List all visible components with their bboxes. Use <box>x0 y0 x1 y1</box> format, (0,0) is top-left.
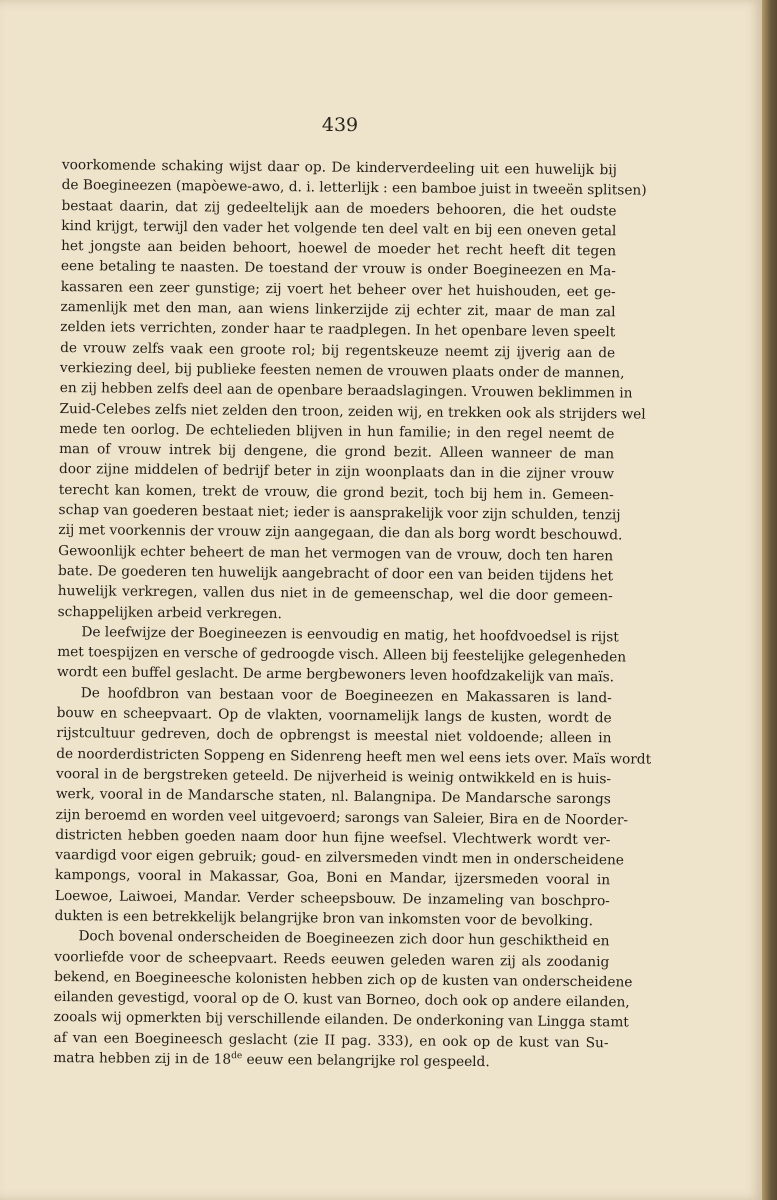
text-line: de noorderdistricten Soppeng en Sidenreng heeft men wel eens iets over. Maïs wordt <box>56 745 652 768</box>
text-line: Zuid-Celebes zelfs niet zelden den troon, zeiden wij, en trekken ook als strijders wel <box>59 400 646 423</box>
text-line: zamenlijk met den man, aan wiens linkerzijde zij echter zit, maar de man zal <box>60 299 616 321</box>
paragraph <box>56 622 627 688</box>
text-line: zelden iets verrichten, zonder haar te raadplegen. In het openbare leven speelt <box>60 319 616 341</box>
text-line: Loewoe, Laiwoei, Mandar. Verder scheepsbouw. De inzameling van boschpro- <box>54 887 610 909</box>
text-line: vaardigd voor eigen gebruik; goud- en zilversmeden vindt men in onderscheidene <box>55 847 625 869</box>
text-line: verkiezing deel, bij publieke feesten nemen de vrouwen plaats onder de mannen, <box>59 359 625 382</box>
text-line: rijstcultuur gedreven, doch de opbrengst is meestal niet voldoende; alleen in <box>56 725 612 747</box>
page-edge <box>762 0 777 1200</box>
text-line: terecht kan komen, trekt de vrouw, die grond bezit, toch bij hem in. Gemeen- <box>58 481 614 504</box>
text-line: man of vrouw intrek bij dengene, die grond bezit. Alleen wanneer de man <box>59 441 615 463</box>
text-line: schap van goederen bestaat niet; ieder is aansprakelijk voor zijn schulden, tenzij <box>58 502 621 524</box>
paragraph <box>54 683 652 932</box>
text-line: het jongste aan beiden behoort, hoewel de moeder het recht heeft dit tegen <box>61 238 617 260</box>
text-line: bekend, en Boegineesche kolonisten hebben zich op de kusten van onderscheidene <box>54 968 633 991</box>
text-line: Doch bovenal onderscheiden de Boegineezen zich door hun geschiktheid en <box>78 928 610 950</box>
text-line: de Boegineezen (mapòewe-awo, d. i. letterlijk : een bamboe juist in tweeën splitsen) <box>61 177 647 199</box>
text-line: matra hebben zij in de 18de eeuw een belangrijke rol gespeeld. <box>53 1050 490 1071</box>
text-line: zooals wij opmerkten bij verschillende eilanden. De onderkoning van Lingga stamt <box>53 1009 629 1031</box>
text-line: werk, vooral in de Mandarsche staten, nl. Balangnipa. De Mandarsche sarongs <box>55 786 611 808</box>
paragraph <box>53 926 633 1073</box>
text-line: wordt een buffel geslacht. De arme bergbewoners leven hoofdzakelijk van maïs. <box>56 664 615 686</box>
text-line: mede ten oorlog. De echtelieden blijven in hun familie; in den regel neemt de <box>59 420 615 443</box>
paragraph <box>57 155 647 627</box>
text-line: kassaren een zeer gunstige; zij voert het beheer over het huishouden, eet ge- <box>60 278 616 301</box>
text-line: De leefwijze der Boegineezen is eenvoudig en matig, het hoofdvoedsel is rijst <box>81 624 619 646</box>
text-line: voorkomende schaking wijst daar op. De kinderverdeeling uit een huwelijk bij <box>61 156 617 179</box>
text-line: dukten is een betrekkelijk belangrijke bron van inkomsten voor de bevolking. <box>54 907 594 930</box>
text-line: vooral in de bergstreken geteeld. De nijverheid is weinig ontwikkeld en is huis- <box>55 765 612 788</box>
text-line: kind krijgt, terwijl den vader het volgende ten deel valt en bij een oneven getal <box>61 217 617 240</box>
text-line: eene betaling te naasten. De toestand der vrouw is onder Boegineezen en Ma- <box>60 258 616 280</box>
text-line: Gewoonlijk echter beheert de man het vermogen van de vrouw, doch ten haren <box>58 542 614 564</box>
text-line: door zijne middelen of bedrijf beter in zijn woonplaats dan in die zijner vrouw <box>58 461 615 483</box>
text-line: af van een Boegineesch geslacht (zie II pag. 333), en ook op de kust van Su- <box>53 1029 609 1052</box>
page-number: 439 <box>321 114 359 136</box>
text-line: de vrouw zelfs vaak een groote rol; bij regentskeuze neemt zij ijverig aan de <box>60 339 616 361</box>
text-line: districten hebben goeden naam door hun fijne weefsel. Vlechtwerk wordt ver- <box>55 826 611 849</box>
text-line: met toespijzen en versche of gedroogde visch. Alleen bij feestelijke gelegenheden <box>57 644 627 666</box>
text-line: zijn beroemd en worden veel uitgevoerd; sarongs van Saleier, Bira en de Noorder- <box>55 806 629 828</box>
text-line: schappelijken arbeid verkregen. <box>57 603 282 622</box>
text-line: bouw en scheepvaart. Op de vlakten, voornamelijk langs de kusten, wordt de <box>56 704 612 727</box>
text-line: zij met voorkennis der vrouw zijn aangegaan, die dan als borg wordt beschouwd. <box>58 522 623 544</box>
text-line: De hoofdbron van bestaan voor de Boegineezen en Makassaren is land- <box>80 684 612 707</box>
text-line: eilanden gevestigd, vooral op de O. kust van Borneo, doch ook op andere eilanden, <box>53 989 630 1011</box>
text-line: bestaat daarin, dat zij gedeeltelijk aan de moeders behooren, die het oudste <box>61 197 617 219</box>
text-line: bate. De goederen ten huwelijk aangebracht of door een van beiden tijdens het <box>57 562 614 585</box>
text-line: kampongs, vooral in Makassar, Goa, Boni en Mandar, ijzersmeden vooral in <box>55 867 611 889</box>
text-line: en zij hebben zelfs deel aan de openbare beraadslagingen. Vrouwen beklimmen in <box>59 380 633 402</box>
body-text <box>53 155 652 1074</box>
text-line: voorliefde voor de scheepvaart. Reeds eeuwen geleden waren zij als zoodanig <box>54 948 610 970</box>
text-line: huwelijk verkregen, vallen dus niet in de gemeenschap, wel die door gemeen- <box>57 583 613 605</box>
